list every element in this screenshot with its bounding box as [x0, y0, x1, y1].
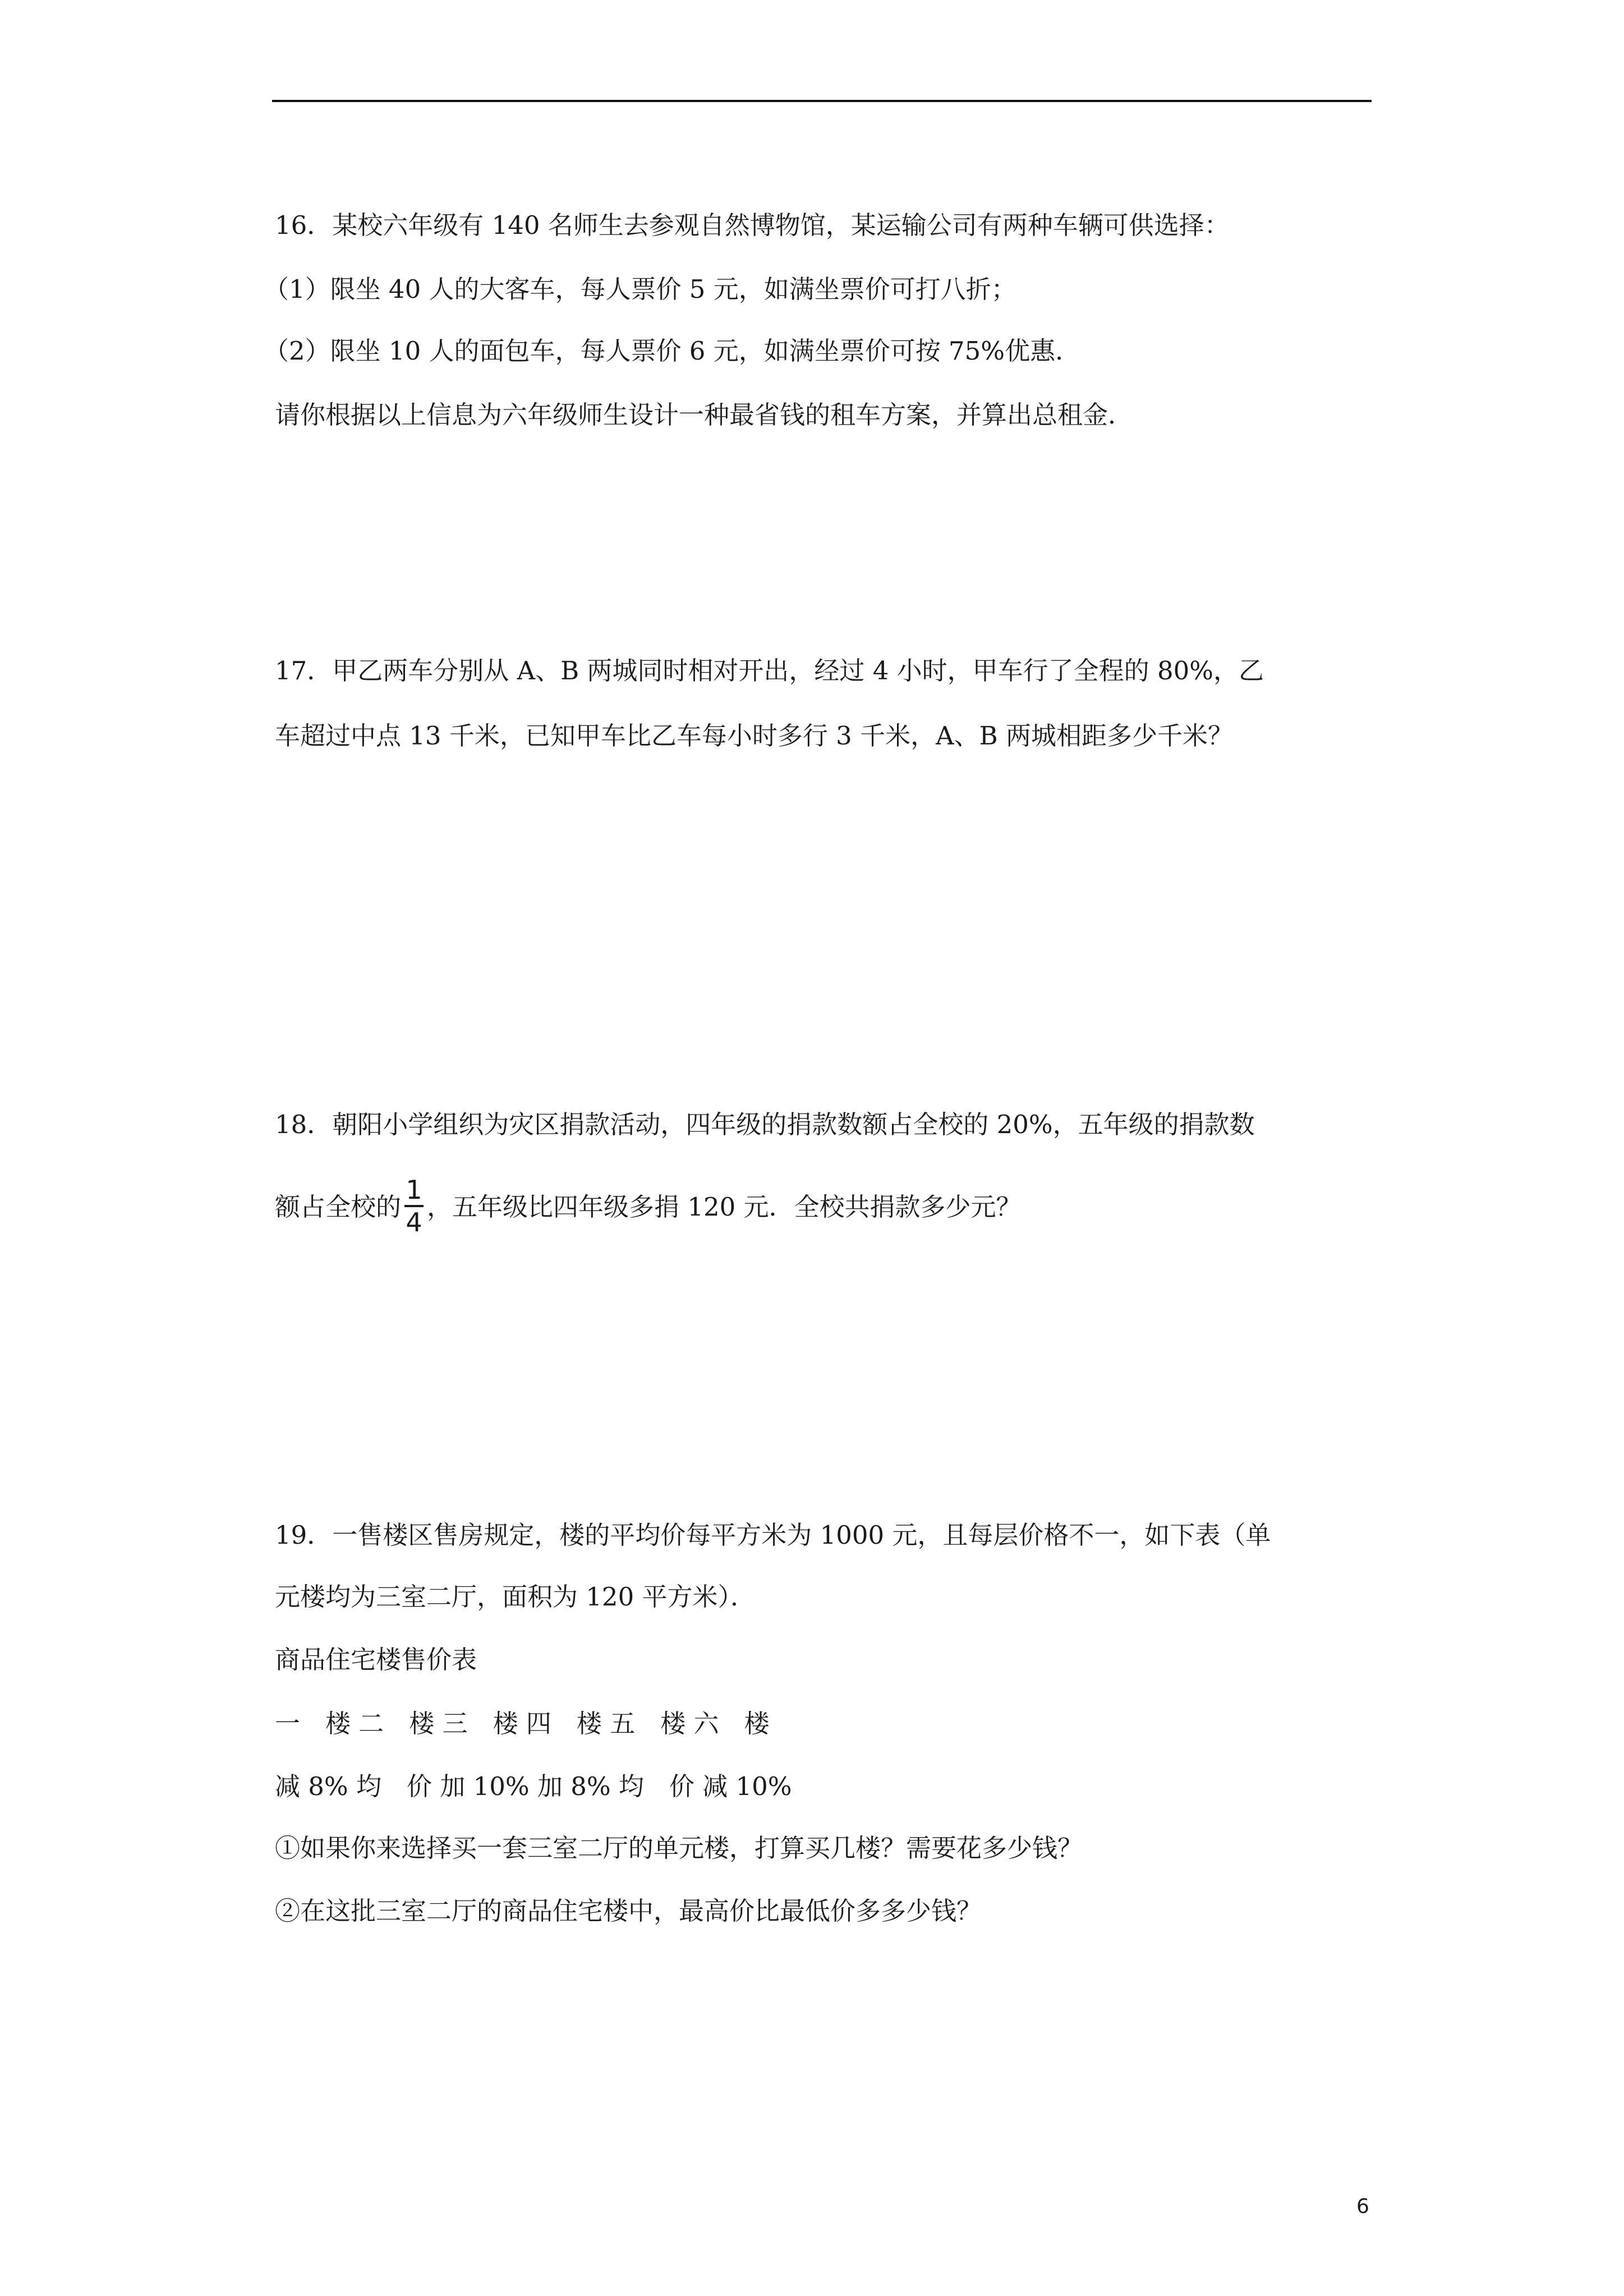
- q16-line-2: （1）限坐 40 人的大客车，每人票价 5 元，如满坐票价可打八折；: [264, 274, 1016, 304]
- q19-sub-question-2: ②在这批三室二厅的商品住宅楼中，最高价比最低价多多少钱？: [275, 1896, 982, 1926]
- q18-line-1: 18．朝阳小学组织为灾区捐款活动，四年级的捐款数额占全校的 20%，五年级的捐款数: [275, 1110, 1255, 1139]
- header-rule: [272, 100, 1372, 102]
- fraction-numerator: 1: [406, 1175, 422, 1205]
- q17-line-1: 17．甲乙两车分别从 A、B 两城同时相对开出，经过 4 小时，甲车行了全程的 80%，乙: [275, 656, 1264, 685]
- q18-line-2: [275, 1175, 1022, 1240]
- q19-sub-question-1: ①如果你来选择买一套三室二厅的单元楼，打算买几楼？需要花多少钱？: [275, 1833, 1083, 1863]
- q16-line-3: （2）限坐 10 人的面包车，每人票价 6 元，如满坐票价可按 75%优惠．: [264, 336, 1081, 366]
- q16-line-4: 请你根据以上信息为六年级师生设计一种最省钱的租车方案，并算出总租金．: [275, 400, 1134, 430]
- fraction-denominator: 4: [406, 1207, 422, 1237]
- price-table-prices-row: 减 8% 均 价 加 10% 加 8% 均 价 减 10%: [275, 1772, 792, 1801]
- q18-line-2-after: ，五年级比四年级多捐 120 元．全校共捐款多少元？: [427, 1192, 1022, 1222]
- q16-line-1: 16．某校六年级有 140 名师生去参观自然博物馆，某运输公司有两种车辆可供选择：: [275, 210, 1230, 240]
- price-table-title: 商品住宅楼售价表: [275, 1645, 477, 1674]
- page-number: 6: [1356, 2195, 1369, 2218]
- fraction-one-quarter: [404, 1174, 424, 1236]
- q19-line-1: 19．一售楼区售房规定，楼的平均价每平方米为 1000 元，且每层价格不一，如下表（单: [275, 1520, 1271, 1550]
- q19-line-2: 元楼均为三室二厅，面积为 120 平方米）．: [275, 1582, 756, 1612]
- q17-line-2: 车超过中点 13 千米，已知甲车比乙车每小时多行 3 千米，A、B 两城相距多少千米？: [275, 721, 1233, 751]
- q18-line-2-before: 额占全校的: [275, 1192, 402, 1222]
- price-table-floors-row: 一 楼 二 楼 三 楼 四 楼 五 楼 六 楼: [275, 1709, 770, 1738]
